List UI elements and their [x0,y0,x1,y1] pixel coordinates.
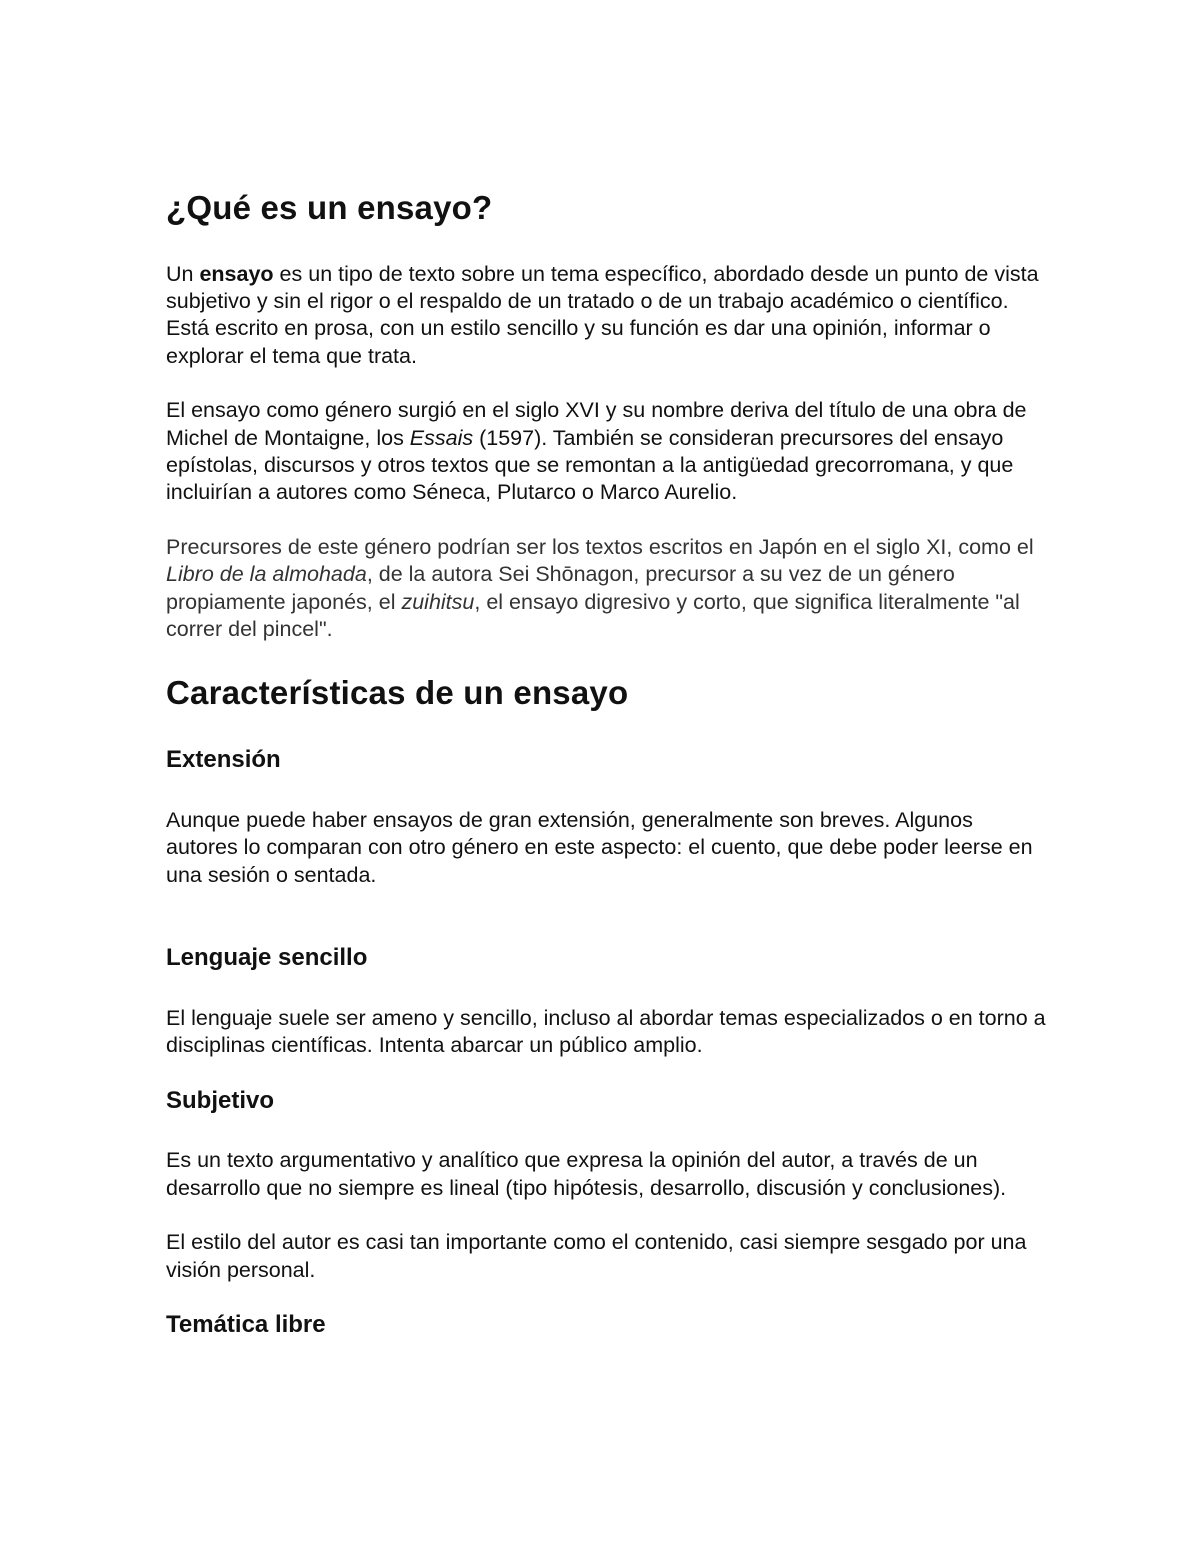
subheading-tematica-libre: Temática libre [166,1311,326,1339]
text-span: (1597). También se consideran precursores del ensayo epístolas, discursos y otros textos que se remontan a la antigüedad grecorromana, y que incluirían a autores como Séneca, Plutarco o Marco Aurelio. [166,425,1014,505]
heading-caracteristicas: Características de un ensayo [166,674,629,712]
subheading-lenguaje-sencillo: Lenguaje sencillo [166,944,368,972]
heading-que-es-un-ensayo: ¿Qué es un ensayo? [166,189,493,226]
text-span: , de la autora Sei Shōnagon, precursor a su vez de un género propiamente japonés, el [166,562,955,614]
text-span: Un [166,261,200,286]
italic-term-zuihitsu: zuihitsu [401,589,475,614]
subheading-subjetivo: Subjetivo [166,1086,275,1114]
text-span: El ensayo como género surgió en el siglo XVI y su nombre deriva del título de una obra de Michel de Montaigne, los [166,398,1027,450]
italic-title-essais: Essais [409,425,474,450]
italic-title-libro-almohada: Libro de la almohada [166,562,367,587]
extension-paragraph: Aunque puede haber ensayos de gran extensión, generalmente son breves. Algunos autores lo comparan con otro género en este aspecto: el cuento, que debe poder leerse en una sesión o sentada. [166,807,1033,887]
intro-paragraph [166,261,1046,371]
precursors-paragraph [166,534,1046,644]
subjetivo-paragraph-1: Es un texto argumentativo y analítico que expresa la opinión del autor, a través de un desarrollo que no siempre es lineal (tipo hipótesis, desarrollo, discusión y conclusiones). [166,1148,1007,1200]
subheading-extension: Extensión [166,746,281,774]
text-span: , el ensayo digresivo y corto, que significa literalmente "al correr del pincel". [166,589,1020,642]
lenguaje-paragraph: El lenguaje suele ser ameno y sencillo, incluso al abordar temas especializados o en torno a disciplinas científicas. Intenta abarcar un público amplio. [166,1005,1046,1058]
text-span: Precursores de este género podrían ser los textos escritos en Japón en el siglo XI, como el [166,534,1034,559]
document-page [166,180,1046,1340]
history-paragraph [166,397,1046,507]
text-span: es un tipo de texto sobre un tema específico, abordado desde un punto de vista subjetivo y sin el rigor o el respaldo de un tratado o de un trabajo académico o científico. Está escrito en prosa, con un estilo sencillo y su función es dar una opinión, informar o explorar el tema que trata. [166,261,1039,368]
subjetivo-paragraph-2: El estilo del autor es casi tan importante como el contenido, casi siempre sesgado por una visión personal. [166,1230,1027,1282]
bold-term-ensayo: ensayo [199,261,274,286]
